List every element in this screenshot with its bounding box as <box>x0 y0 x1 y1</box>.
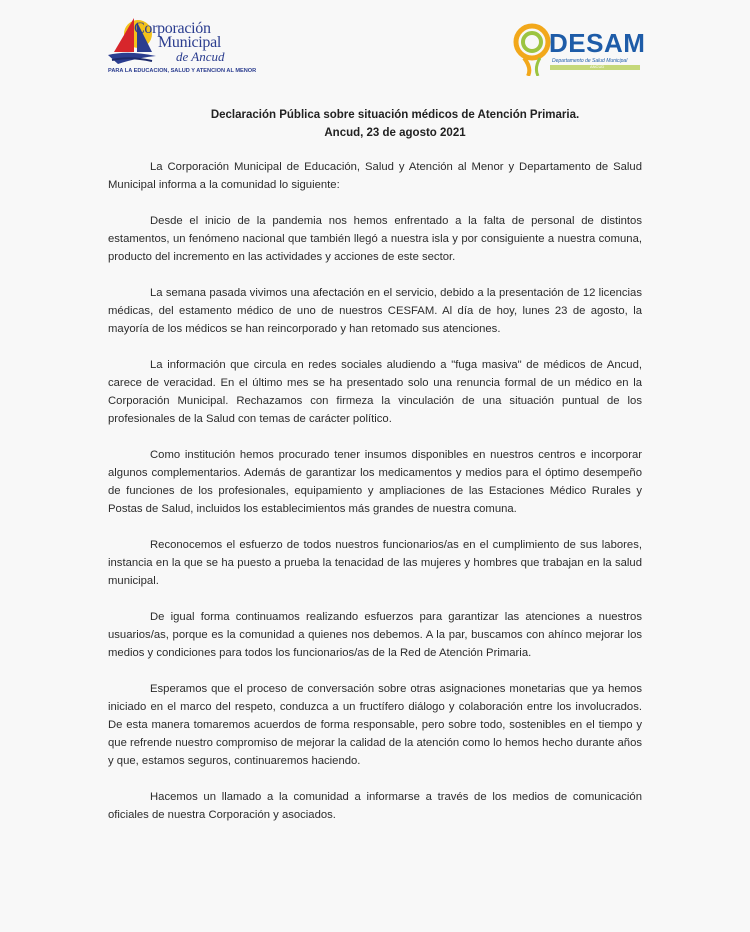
paragraph: Hacemos un llamado a la comunidad a informarse a través de los medios de comunicación oficiales de nuestra Corporación y asociados. <box>108 791 642 821</box>
logo-tagline: PARA LA EDUCACION, SALUD Y ATENCION AL MENOR <box>108 68 257 74</box>
logo-line-1: Corporación <box>134 20 211 37</box>
paragraph: Reconocemos el esfuerzo de todos nuestros funcionarios/as en el cumplimiento de sus labores, instancia en la que se ha puesto a prueba la tenacidad de las mujeres y hombres que trabajan en la salud municipal. <box>108 539 642 587</box>
paragraph: La semana pasada vivimos una afectación en el servicio, debido a la presentación de 12 licencias médicas, del estamento médico de uno de nuestros CESFAM. Al día de hoy, lunes 23 de agosto, la mayoría de los médicos se han reincorporado y han retomado sus atenciones. <box>108 287 642 335</box>
desam-name: DESAM <box>549 28 646 58</box>
desam-location-bar <box>550 65 640 70</box>
title-line-2: Ancud, 23 de agosto 2021 <box>324 127 466 139</box>
logo-line-3: de Ancud <box>176 49 225 64</box>
title-line-1: Declaración Pública sobre situación médicos de Atención Primaria. <box>210 109 580 121</box>
paragraph: De igual forma continuamos realizando esfuerzos para garantizar las atenciones a nuestros usuarios/as, porque es la comunidad a quienes nos debemos. A la par, buscamos con ahínco mejorar los medios y condiciones para todos los funcionarios/as de la Red de Atención Primaria. <box>108 611 642 659</box>
paragraph: Como institución hemos procurado tener insumos disponibles en nuestros centros e incorporar algunos complementarios. Además de garantizar los medicamentos y medios para el óptimo desempeño de funciones de los profesionales, equipamiento y ampliaciones de las Estaciones Médico Rurales y Postas de Salud, incluidos los establecimientos más grandes de nuestra comuna. <box>108 449 642 515</box>
logo-line-2: Municipal <box>158 34 222 51</box>
desam-location: ANCUD <box>590 64 605 69</box>
paragraph: La información que circula en redes sociales aludiendo a "fuga masiva" de médicos de Ancud, carece de veracidad. En el último mes se ha presentado solo una renuncia formal de un médico en la Corporación Municipal. Rechazamos con firmeza la vinculación de una situación puntual de los profesionales de la Salud con temas de carácter político. <box>108 359 642 425</box>
corporacion-municipal-logo <box>108 12 298 78</box>
paragraph: Desde el inicio de la pandemia nos hemos enfrentado a la falta de personal de distintos estamentos, un fenómeno nacional que también llegó a nuestra isla y por consiguiente a nuestra comuna, producto del incremento en las actividades y acciones de este sector. <box>108 215 642 263</box>
desam-subtitle: Departamento de Salud Municipal <box>552 58 628 64</box>
desam-logo <box>512 20 647 80</box>
document-body <box>108 158 642 842</box>
paragraph: La Corporación Municipal de Educación, Salud y Atención al Menor y Departamento de Salud Municipal informa a la comunidad lo siguiente: <box>108 161 642 191</box>
paragraph: Esperamos que el proceso de conversación sobre otras asignaciones monetarias que ya hemos iniciado en el marco del respeto, conduzca a un fructífero diálogo y colaboración entre los involucrados. De esta manera tomaremos acuerdos de forma responsable, pero sobre todo, sostenibles en el tiempo y que refrende nuestro compromiso de mejorar la calidad de la atención como lo hemos hecho durante años y que, estamos seguros, continuaremos haciendo. <box>108 683 642 767</box>
document-title <box>0 106 750 142</box>
desam-emblem-icon <box>512 20 552 76</box>
